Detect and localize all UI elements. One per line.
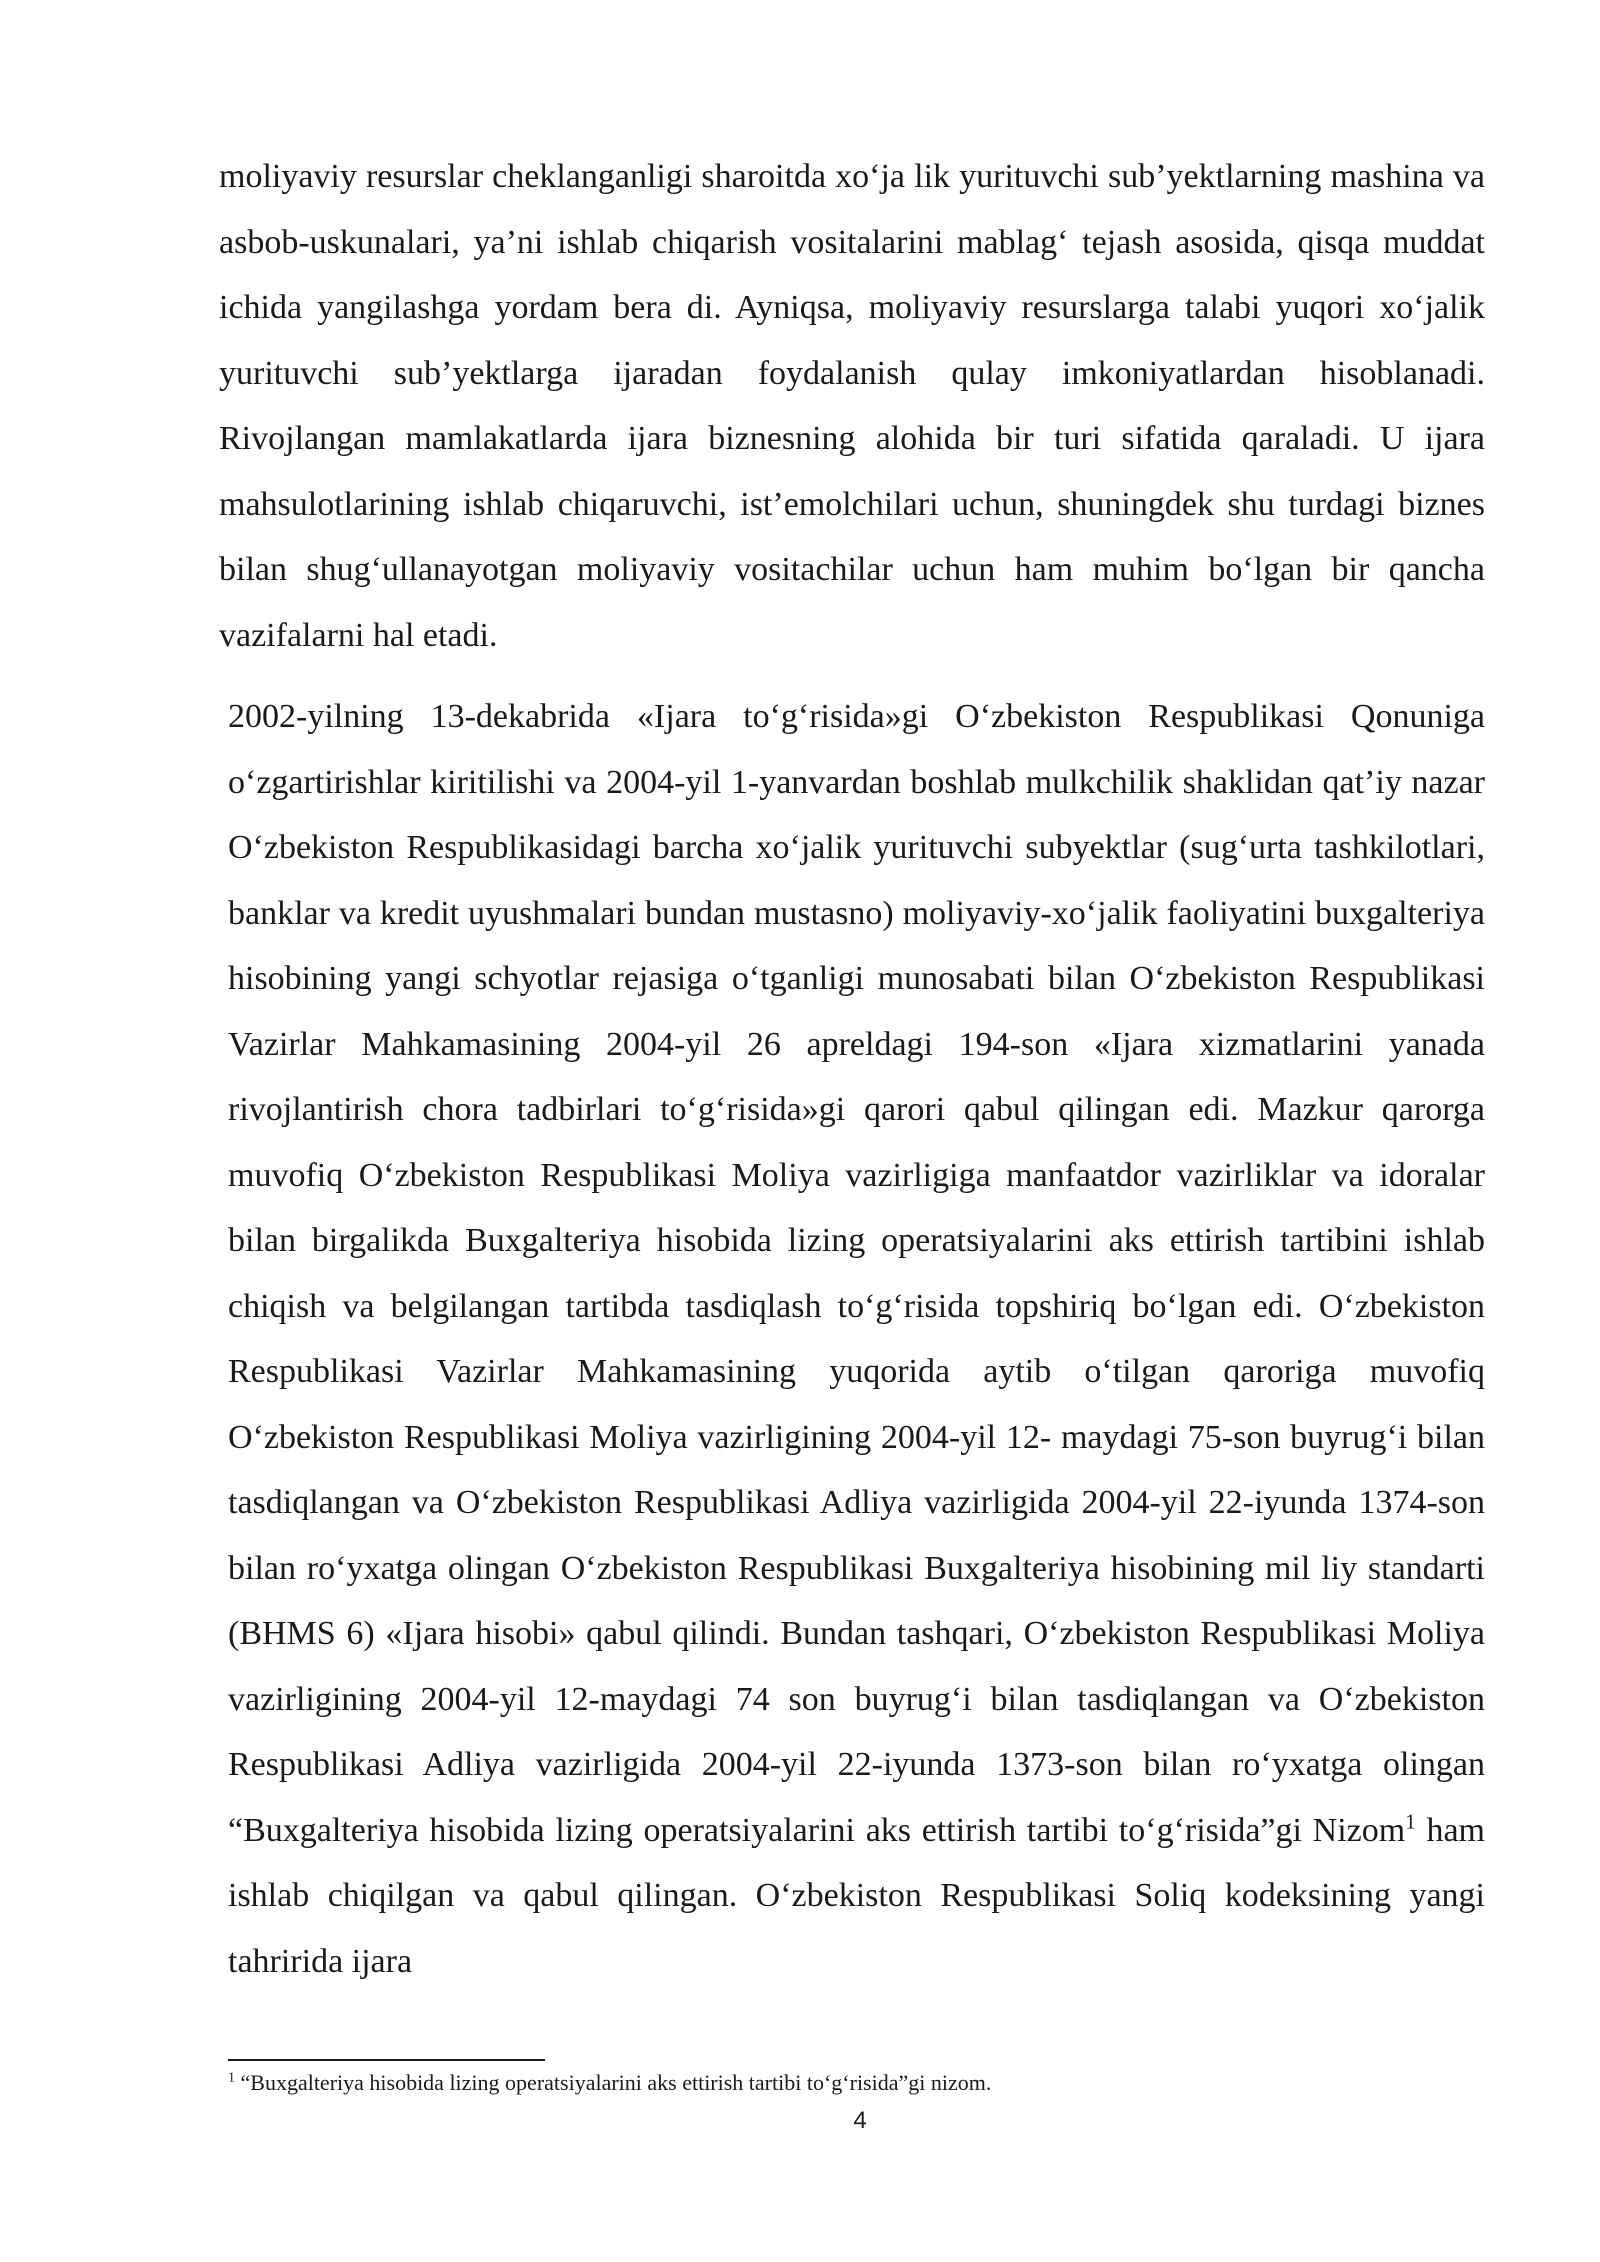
footnote-text: “Buxgalteriya hisobida lizing operatsiyalarini aks ettirish tartibi to‘g‘risida”gi nizom. — [235, 2070, 992, 2095]
paragraph-text: 2002-yilning 13-dekabrida «Ijara to‘g‘risida»gi O‘zbekiston Respublikasi Qonuniga o‘zgartirishlar kiritilishi va 2004-yil 1-yanvardan boshlab mulkchilik shaklidan qat’iy nazar O‘zbekiston Respublikasidagi barcha xo‘jalik yurituvchi subyektlar (sug‘urta tashkilotlari, banklar va kredit uyushmalari bundan mustasno) moliyaviy-xo‘jalik faoliyatini buxgalteriya hisobining yangi schyotlar rejasiga o‘tganligi munosabati bilan O‘zbekiston Respublikasi Vazirlar Mahkamasining 2004-yil 26 apreldagi 194-son «Ijara xizmatlarini yanada rivojlantirish chora tadbirlari to‘g‘risida»gi qarori qabul qilingan edi. Mazkur qarorga muvofiq O‘zbekiston Respublikasi Moliya vazirligiga manfaatdor vazirliklar va idoralar bilan birgalikda Buxgalteriya hisobida lizing operatsiyalarini aks ettirish tartibini ishlab chiqish va belgilangan tartibda tasdiqlash to‘g‘risida topshiriq bo‘lgan edi. O‘zbekiston Respublikasi Vazirlar Mahkamasining yuqorida aytib o‘tilgan qaroriga muvofiq O‘zbekiston Respublikasi Moliya vazirligining 2004-yil 12- maydagi 75-son buyrug‘i bilan tasdiqlangan va O‘zbekiston Respublikasi Adliya vazirligida 2004-yil 22-iyunda 1374-son bilan ro‘yxatga olingan O‘zbekiston Respublikasi Buxgalteriya hisobining mil liy standarti (BHMS 6) «Ijara hisobi» qabul qilindi. Bundan tashqari, O‘zbekiston Respublikasi Moliya vazirligining 2004-yil 12-maydagi 74 son buyrug‘i bilan tasdiqlangan va O‘zbekiston Respublikasi Adliya vazirligida 2004-yil 22-iyunda 1373-son bilan ro‘yxatga olingan “Buxgalteriya hisobida lizing operatsiyalarini aks ettirish tartibi to‘g‘risida”gi Nizom — [228, 698, 1485, 1849]
footnote-divider — [228, 2059, 545, 2061]
page-number: 4 — [853, 2107, 867, 2134]
footnote-reference[interactable]: 1 — [1405, 1809, 1416, 1834]
footnote — [228, 2068, 1485, 2098]
footnote-marker: 1 — [228, 2070, 235, 2086]
paragraph-text: ham ishlab chiqilgan va qabul qilingan. O‘zbekiston Respublikasi Soliq kodeksining yangi tahririda ijara — [228, 1811, 1485, 1980]
body-paragraph: moliyaviy resurslar cheklanganligi sharoitda xo‘ja lik yurituvchi sub’yektlarning mashina va asbob-uskunalari, ya’ni ishlab chiqarish vositalarini mablag‘ tejash asosida, qisqa muddat ichida yangilashga yordam bera di. Ayniqsa, moliyaviy resurslarga talabi yuqori xo‘jalik yurituvchi sub’yektlarga ijaradan foydalanish qulay imkoniyatlardan hisoblanadi. Rivojlangan mamlakatlarda ijara biznesning alohida bir turi sifatida qaraladi. U ijara mahsulotlarining ishlab chiqaruvchi, ist’emolchilari uchun, shuningdek shu turdagi biznes bilan shug‘ullanayotgan moliyaviy vositachilar uchun ham muhim bo‘lgan bir qancha vazifalarni hal etadi. — [219, 158, 1485, 654]
body-paragraph — [228, 684, 1485, 1994]
